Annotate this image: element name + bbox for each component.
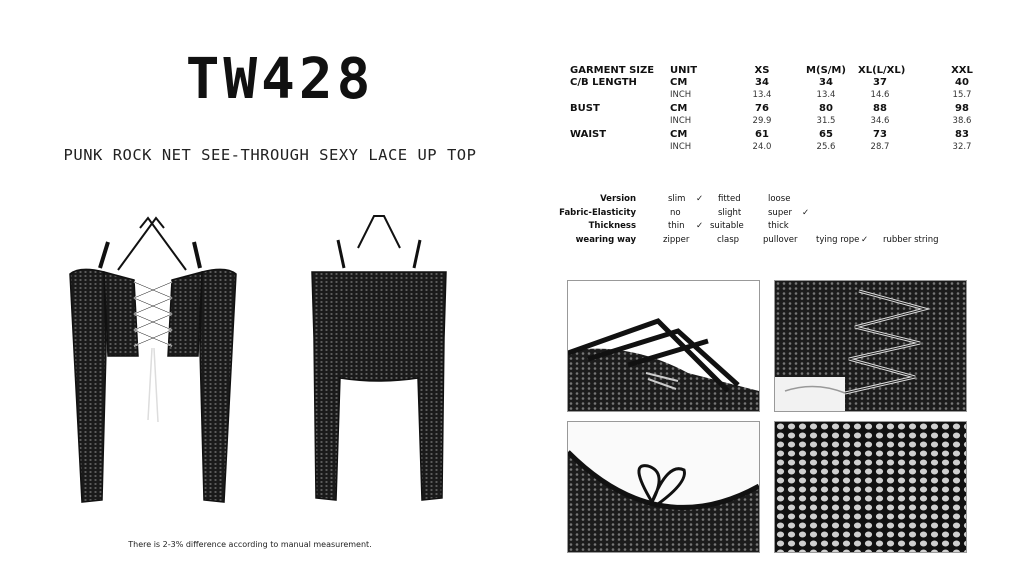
table-row: [570, 103, 990, 115]
unit-inch: INCH: [670, 116, 692, 126]
attr-option: fitted: [718, 194, 741, 204]
cell: 31.5: [816, 116, 836, 126]
size-chart-header: [570, 65, 990, 77]
attr-row-wearing-way: [560, 235, 980, 249]
check-mark: ✓: [802, 207, 810, 218]
attr-option: loose: [768, 194, 791, 204]
detail-photo-mesh: [774, 421, 967, 553]
row-label: C/B LENGTH: [570, 77, 637, 88]
attr-row-version: [560, 194, 980, 208]
cell: 14.6: [870, 90, 890, 100]
cell: 61: [755, 129, 769, 140]
attr-row-thickness: [560, 221, 980, 235]
header-unit: UNIT: [670, 65, 698, 76]
cell: 38.6: [952, 116, 972, 126]
cell: 13.4: [816, 90, 836, 100]
attr-option: suitable: [710, 221, 744, 231]
attr-option: tying rope: [816, 234, 860, 245]
measurement-note: There is 2-3% difference according to manual measurement.: [128, 540, 372, 549]
cell: 25.6: [816, 142, 836, 152]
detail-photo-straps: [567, 280, 760, 412]
header-xxl: XXL: [951, 65, 973, 76]
cell: 88: [873, 103, 887, 114]
cell: 83: [955, 129, 969, 140]
cell: 98: [955, 103, 969, 114]
check-mark: ✓: [696, 194, 704, 204]
check-mark: ✓: [861, 234, 869, 245]
attr-label: Thickness: [588, 221, 636, 231]
row-label: WAIST: [570, 129, 607, 140]
cell: 34: [819, 77, 833, 88]
attr-option: zipper: [663, 234, 690, 245]
attr-option: slim: [668, 194, 686, 204]
cell: 32.7: [952, 142, 972, 152]
unit-cm: CM: [670, 103, 688, 114]
attr-row-elasticity: [560, 208, 980, 222]
unit-cm: CM: [670, 77, 688, 88]
cell: 34.6: [870, 116, 890, 126]
check-mark: ✓: [696, 221, 704, 231]
cell: 15.7: [952, 90, 972, 100]
cell: 37: [873, 77, 887, 88]
cell: 13.4: [752, 90, 772, 100]
unit-inch: INCH: [670, 142, 692, 152]
attr-option: clasp: [717, 234, 740, 245]
table-row: [570, 116, 990, 128]
table-row: [570, 142, 990, 154]
attr-option: rubber string: [883, 234, 939, 245]
cell: 34: [755, 77, 769, 88]
cell: 40: [955, 77, 969, 88]
header-xs: XS: [754, 65, 770, 76]
row-label: BUST: [570, 103, 600, 114]
cell: 29.9: [752, 116, 772, 126]
unit-cm: CM: [670, 129, 688, 140]
cell: 76: [755, 103, 769, 114]
detail-photo-lace-up: [774, 280, 967, 412]
attribute-table: [560, 194, 980, 248]
attr-option: thin: [668, 221, 685, 231]
attr-option: slight: [718, 207, 742, 218]
attr-option: super: [768, 207, 792, 218]
unit-inch: INCH: [670, 90, 692, 100]
attr-option: thick: [768, 221, 789, 231]
cell: 24.0: [752, 142, 772, 152]
attr-label: Fabric-Elasticity: [559, 207, 636, 218]
cell: 28.7: [870, 142, 890, 152]
table-row: [570, 90, 990, 102]
attr-label: wearing way: [575, 234, 636, 245]
front-view-illustration: [68, 210, 238, 506]
table-row: [570, 129, 990, 141]
table-row: [570, 77, 990, 89]
product-name: PUNK ROCK NET SEE-THROUGH SEXY LACE UP TOP: [63, 146, 477, 164]
header-m: M(S/M): [806, 65, 846, 76]
attr-option: pullover: [763, 234, 798, 245]
product-code: TW428: [185, 47, 375, 112]
cell: 65: [819, 129, 833, 140]
attr-option: no: [670, 207, 681, 218]
back-view-illustration: [304, 208, 454, 506]
cell: 73: [873, 129, 887, 140]
header-xl: XL(L/XL): [858, 65, 906, 76]
detail-photo-bow: [567, 421, 760, 553]
attr-label: Version: [600, 194, 636, 204]
header-garment-size: GARMENT SIZE: [570, 65, 655, 76]
cell: 80: [819, 103, 833, 114]
